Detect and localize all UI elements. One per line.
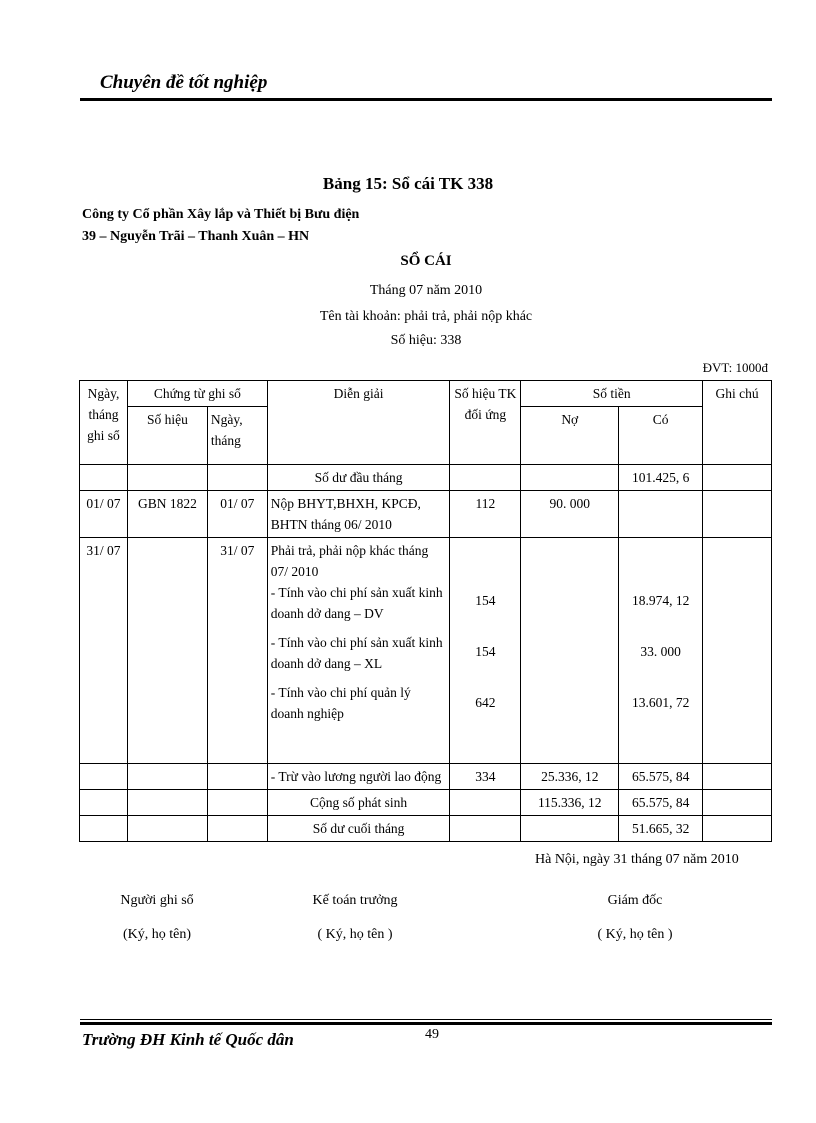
total-row — [80, 790, 772, 816]
company-name: Công ty Cổ phần Xây lắp và Thiết bị Bưu điện — [82, 207, 360, 222]
row2-credits — [619, 538, 703, 764]
table-row — [80, 764, 772, 790]
ledger-account-code: Số hiệu: 338 — [390, 333, 462, 348]
page-number: 49 — [425, 1027, 439, 1042]
col-voucher-no-header: Số hiệu — [127, 407, 207, 465]
row2-item3: - Tính vào chi phí quản lý doanh nghiệp — [270, 685, 411, 721]
total-description: Cộng số phát sinh — [267, 790, 450, 816]
total-credit: 65.575, 84 — [619, 790, 703, 816]
signature-note: ( Ký, họ tên ) — [597, 927, 673, 942]
footer-school: Trường ĐH Kinh tế Quốc dân — [82, 1030, 294, 1049]
total-debit: 115.336, 12 — [521, 790, 619, 816]
row1-voucher-date: 01/ 07 — [207, 491, 267, 538]
row2-item2-credit: 33. 000 — [640, 644, 681, 659]
closing-description: Số dư cuối tháng — [267, 816, 450, 842]
row2-item2: - Tính vào chi phí sản xuất kinh doanh dở dang – XL — [270, 635, 443, 671]
unit-label: ĐVT: 1000đ — [702, 360, 768, 375]
col-note-header: Ghi chú — [703, 381, 772, 465]
col-account-header: Số hiệu TK đối ứng — [450, 381, 521, 465]
row3-debit: 25.336, 12 — [521, 764, 619, 790]
signature-recorder — [92, 893, 222, 943]
col-voucher-date-header: Ngày, tháng — [207, 407, 267, 465]
row1-debit: 90. 000 — [521, 491, 619, 538]
row2-item1-credit: 18.974, 12 — [631, 593, 690, 608]
signature-role: Người ghi sổ — [120, 893, 194, 908]
company-address: 39 – Nguyễn Trãi – Thanh Xuân – HN — [82, 229, 310, 244]
header-rule — [80, 98, 772, 101]
col-debit-header: Nợ — [521, 407, 619, 465]
signature-note: ( Ký, họ tên ) — [317, 927, 393, 942]
ledger-table — [79, 380, 772, 842]
signature-role: Giám đốc — [607, 893, 663, 908]
row2-description — [267, 538, 450, 764]
ledger-title: SỔ CÁI — [400, 253, 452, 269]
col-description-header: Diễn giải — [267, 381, 450, 465]
row1-account: 112 — [450, 491, 521, 538]
table-row — [80, 538, 772, 764]
row2-item1: - Tính vào chi phí sản xuất kinh doanh dở dang – DV — [270, 585, 443, 621]
table-title: Bảng 15: Sổ cái TK 338 — [322, 174, 494, 193]
row2-voucher-date: 31/ 07 — [207, 538, 267, 764]
row3-description: - Trừ vào lương người lao động — [267, 764, 450, 790]
closing-credit: 51.665, 32 — [619, 816, 703, 842]
signature-role: Kế toán trưởng — [312, 893, 398, 908]
ledger-account-name: Tên tài khoản: phải trả, phải nộp khác — [319, 309, 533, 324]
closing-balance-row — [80, 816, 772, 842]
col-credit-header: Có — [619, 407, 703, 465]
col-date-header: Ngày, tháng ghi sổ — [80, 381, 128, 465]
col-amount-header: Số tiền — [521, 381, 703, 407]
signature-director — [565, 893, 705, 943]
row2-heading: Phải trả, phải nộp khác tháng 07/ 2010 — [270, 543, 429, 579]
company-block — [82, 204, 359, 248]
row3-account: 334 — [450, 764, 521, 790]
row2-item1-account: 154 — [475, 593, 496, 608]
date-line: Hà Nội, ngày 31 tháng 07 năm 2010 — [535, 852, 739, 867]
row2-date: 31/ 07 — [80, 538, 128, 764]
opening-credit: 101.425, 6 — [619, 465, 703, 491]
row2-accounts — [450, 538, 521, 764]
row2-item3-account: 642 — [475, 695, 496, 710]
ledger-month: Tháng 07 năm 2010 — [369, 283, 483, 298]
row1-date: 01/ 07 — [80, 491, 128, 538]
row2-item3-credit: 13.601, 72 — [631, 695, 690, 710]
row2-item2-account: 154 — [475, 644, 496, 659]
footer-rule — [80, 1019, 772, 1020]
table-row — [80, 491, 772, 538]
row3-credit: 65.575, 84 — [619, 764, 703, 790]
signature-note: (Ký, họ tên) — [122, 927, 192, 942]
signature-chief-accountant — [280, 893, 430, 943]
header-row — [80, 381, 772, 407]
opening-balance-row — [80, 465, 772, 491]
opening-description: Số dư đầu tháng — [267, 465, 450, 491]
row1-description: Nộp BHYT,BHXH, KPCĐ, BHTN tháng 06/ 2010 — [267, 491, 450, 538]
header-title: Chuyên đề tốt nghiệp — [100, 72, 268, 93]
footer-rule — [80, 1022, 772, 1025]
col-voucher-header: Chứng từ ghi sổ — [127, 381, 267, 407]
row1-voucher-no: GBN 1822 — [127, 491, 207, 538]
